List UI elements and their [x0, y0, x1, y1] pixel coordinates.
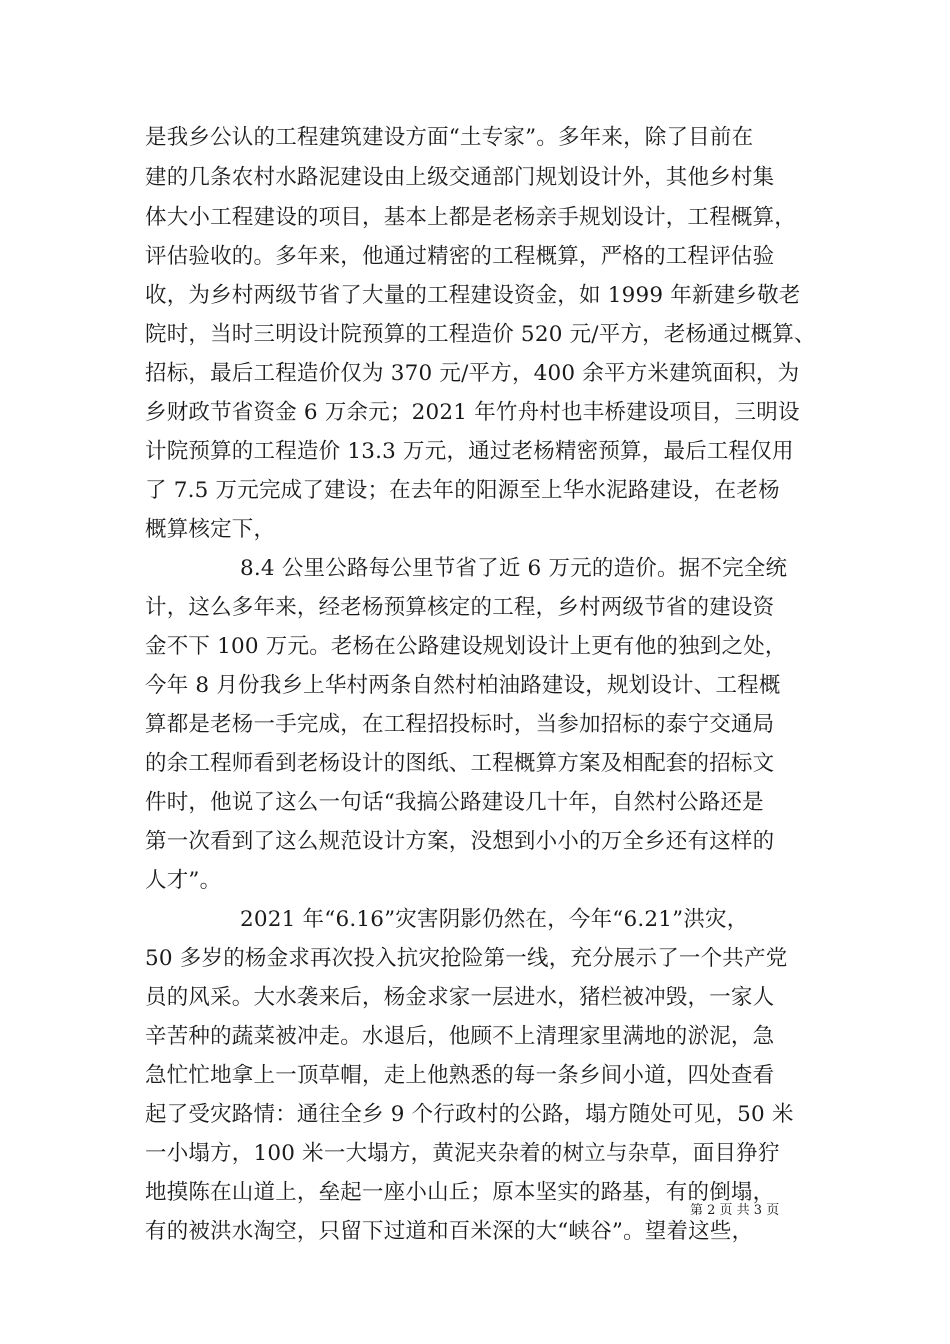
page-number-footer: 第 2 页 共 3 页: [690, 1203, 780, 1218]
body-text-line: 急忙忙地拿上一顶草帽，走上他熟悉的每一条乡间小道，四处查看: [145, 1063, 775, 1088]
body-text-line: 辛苦种的蔬菜被冲走。水退后，他顾不上清理家里满地的淤泥，急: [145, 1024, 775, 1049]
body-text-line: 收，为乡村两级节省了大量的工程建设资金，如 1999 年新建乡敬老: [145, 283, 801, 308]
body-text-line: 是我乡公认的工程建筑建设方面“土专家”。多年来，除了目前在: [145, 125, 754, 150]
body-text-line: 起了受灾路情：通往全乡 9 个行政村的公路，塌方随处可见，50 米: [145, 1102, 794, 1127]
body-text-line: 评估验收的。多年来，他通过精密的工程概算，严格的工程评估验: [145, 244, 775, 269]
body-text-line: 算都是老杨一手完成，在工程招投标时，当参加招标的泰宁交通局: [145, 712, 775, 737]
body-text-line: 件时，他说了这么一句话“我搞公路建设几十年，自然村公路还是: [145, 790, 764, 815]
body-text-line: 的余工程师看到老杨设计的图纸、工程概算方案及相配套的招标文: [145, 751, 775, 776]
body-text-line: 建的几条农村水路泥建设由上级交通部门规划设计外，其他乡村集: [145, 165, 775, 190]
body-text-line: 院时，当时三明设计院预算的工程造价 520 元/平方，老杨通过概算、: [145, 322, 816, 347]
body-text-line: 体大小工程建设的项目，基本上都是老杨亲手规划设计，工程概算，: [145, 205, 797, 230]
body-text-line: 概算核定下，: [145, 517, 276, 542]
body-text-line: 人才”。: [145, 868, 222, 893]
body-text-line: 第一次看到了这么规范设计方案，没想到小小的万全乡还有这样的: [145, 829, 775, 854]
body-text-line: 有的被洪水淘空，只留下过道和百米深的大“峡谷”。望着这些，: [145, 1219, 754, 1244]
body-text-line: 今年 8 月份我乡上华村两条自然村柏油路建设，规划设计、工程概: [145, 673, 781, 698]
paragraph-start-line: 2021 年“6.16”灾害阴影仍然在，今年“6.21”洪灾，: [240, 907, 749, 932]
body-text-line: 计院预算的工程造价 13.3 万元，通过老杨精密预算，最后工程仅用: [145, 439, 794, 464]
body-text-line: 了 7.5 万元完成了建设；在去年的阳源至上华水泥路建设，在老杨: [145, 478, 780, 503]
body-text-line: 一小塌方，100 米一大塌方，黄泥夹杂着的树立与杂草，面目狰狞: [145, 1141, 780, 1166]
body-text-line: 乡财政节省资金 6 万余元；2021 年竹舟村也丰桥建设项目，三明设: [145, 400, 800, 425]
body-text-line: 招标，最后工程造价仅为 370 元/平方，400 余平方米建筑面积，为: [145, 361, 800, 386]
body-text-line: 计，这么多年来，经老杨预算核定的工程，乡村两级节省的建设资: [145, 595, 775, 620]
paragraph-start-line: 8.4 公里公路每公里节省了近 6 万元的造价。据不完全统: [240, 556, 788, 581]
body-text-line: 地摸陈在山道上，垒起一座小山丘；原本坚实的路基，有的倒塌，: [145, 1180, 775, 1205]
body-text-line: 员的风采。大水袭来后，杨金求家一层进水，猪栏被冲毁，一家人: [145, 985, 775, 1010]
body-text-line: 金不下 100 万元。老杨在公路建设规划设计上更有他的独到之处，: [145, 634, 787, 659]
body-text-line: 50 多岁的杨金求再次投入抗灾抢险第一线，充分展示了一个共产党: [145, 946, 788, 971]
